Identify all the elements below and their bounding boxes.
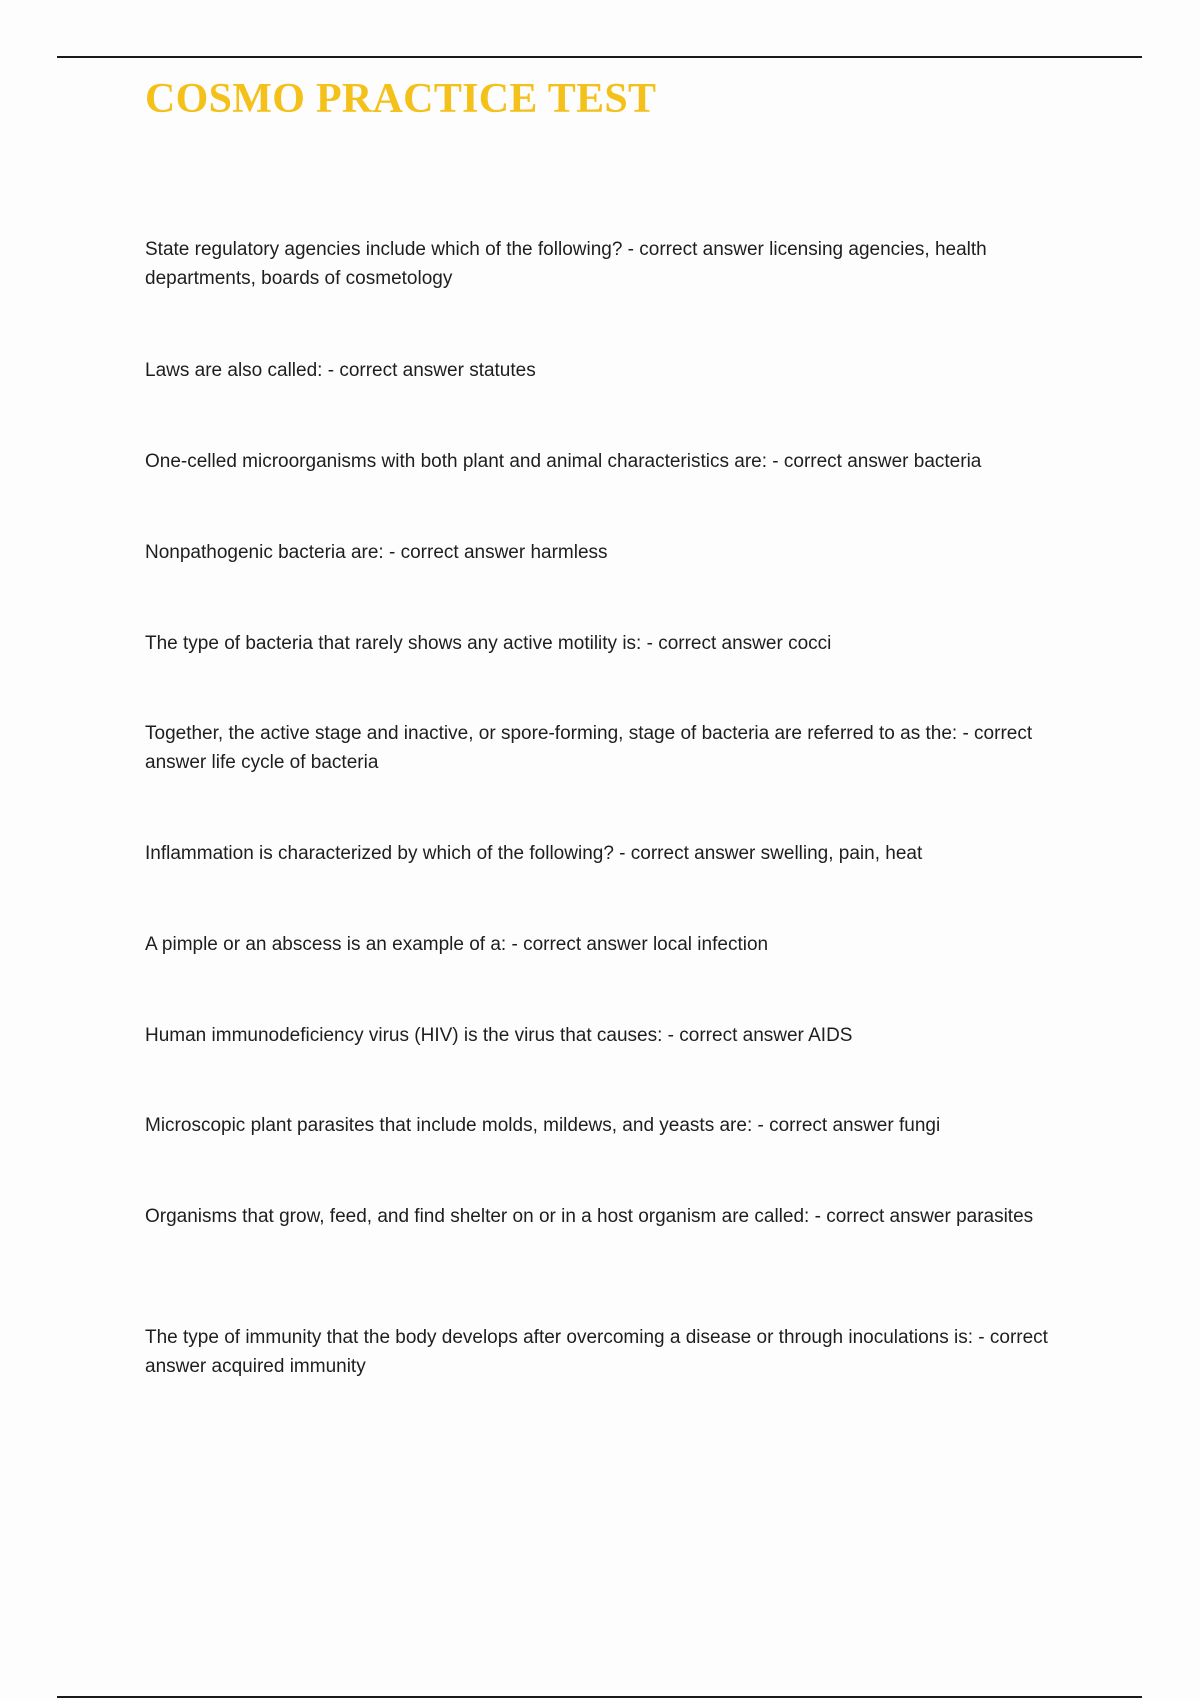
top-divider — [57, 56, 1142, 58]
question-item: The type of bacteria that rarely shows any active motility is: - correct answer cocci — [145, 633, 832, 654]
question-item: A pimple or an abscess is an example of a: - correct answer local infection — [145, 934, 769, 955]
question-item: Together, the active stage and inactive, or spore-forming, stage of bacteria are referred to as the: - correct answer life cycle of bacteria — [145, 723, 1033, 773]
question-item: State regulatory agencies include which of the following? - correct answer licensing agencies, health departments, boards of cosmetology — [145, 239, 987, 289]
page-title: COSMO PRACTICE TEST — [145, 76, 657, 122]
question-item: Organisms that grow, feed, and find shelter on or in a host organism are called: - correct answer parasites — [145, 1206, 1034, 1227]
question-item: The type of immunity that the body develops after overcoming a disease or through inoculations is: - correct answer acquired immunity — [145, 1327, 1048, 1377]
question-item: Nonpathogenic bacteria are: - correct answer harmless — [145, 542, 608, 563]
bottom-divider — [57, 1696, 1142, 1698]
question-item: Inflammation is characterized by which of the following? - correct answer swelling, pain, heat — [145, 843, 923, 864]
question-item: One-celled microorganisms with both plant and animal characteristics are: - correct answer bacteria — [145, 451, 982, 472]
question-item: Human immunodeficiency virus (HIV) is the virus that causes: - correct answer AIDS — [145, 1025, 853, 1046]
question-item: Laws are also called: - correct answer statutes — [145, 360, 536, 381]
question-item: Microscopic plant parasites that include molds, mildews, and yeasts are: - correct answer fungi — [145, 1115, 941, 1136]
